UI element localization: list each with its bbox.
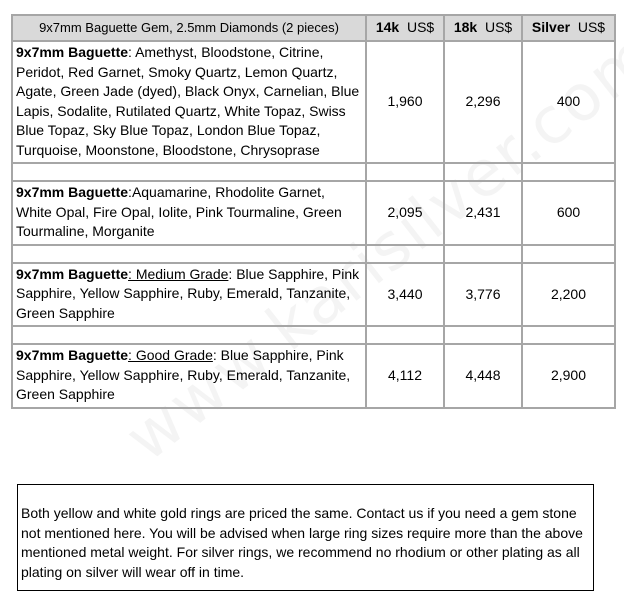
spacer-row xyxy=(12,326,615,344)
product-header: 9x7mm Baguette Gem, 2.5mm Diamonds (2 pieces) xyxy=(12,15,366,41)
gem-list: Amethyst, Bloodstone, Citrine, Peridot, Red Garnet, Smoky Quartz, Lemon Quartz, Agate, Green Jade (dyed), Black Onyx, Carnelian, Blue Lapis, Sodalite, Rutilated Quartz, White Topaz, Swiss Blue Topaz, Sky Blue Topaz, London Blue Topaz, Turquoise, Moonstone, Bloodstone, Chrysoprase xyxy=(16,44,360,158)
grade-label: : Good Grade xyxy=(128,347,213,363)
gem-list: Blue Sapphire, Pink Sapphire, Yellow Sapphire, Ruby, Emerald, Tanzanite, Green Sapphire xyxy=(16,347,351,402)
price-silver: 400 xyxy=(522,41,615,163)
price-silver: 600 xyxy=(522,181,615,245)
price-silver: 2,200 xyxy=(522,263,615,327)
separator: : xyxy=(128,44,136,60)
gem-description xyxy=(12,344,366,408)
price-14k: 4,112 xyxy=(366,344,444,408)
price-18k: 4,448 xyxy=(444,344,522,408)
price-14k: 3,440 xyxy=(366,263,444,327)
price-14k: 2,095 xyxy=(366,181,444,245)
pricing-notes: Both yellow and white gold rings are priced the same. Contact us if you need a gem stone not mentioned here. You will be advised when large ring sizes require more than the above mentioned metal weight. For silver rings, we recommend no rhodium or other plating as all plating on silver will wear off in time. xyxy=(17,484,594,591)
metal-name: 14k xyxy=(375,19,400,36)
gem-description xyxy=(12,41,366,163)
gem-description xyxy=(12,181,366,245)
metal-name: Silver xyxy=(531,19,571,36)
metal-header-14k xyxy=(366,15,444,41)
price-table xyxy=(11,14,616,409)
price-18k: 2,431 xyxy=(444,181,522,245)
price-silver: 2,900 xyxy=(522,344,615,408)
spacer-row xyxy=(12,245,615,263)
table-row xyxy=(12,344,615,408)
currency-unit: US$ xyxy=(577,19,606,36)
product-title: 9x7mm Baguette xyxy=(16,265,129,282)
grade-label: : Medium Grade xyxy=(128,265,229,282)
product-title: 9x7mm Baguette xyxy=(16,184,129,200)
price-18k: 3,776 xyxy=(444,263,522,327)
spacer-row xyxy=(12,163,615,181)
metal-header-silver xyxy=(522,15,615,41)
gem-list: Aquamarine, Rhodolite Garnet, White Opal, Fire Opal, Iolite, Pink Tourmaline, Green Tourmaline, Morganite xyxy=(16,184,342,239)
table-row xyxy=(12,263,615,327)
currency-unit: US$ xyxy=(484,19,513,36)
gem-description xyxy=(12,263,366,327)
price-14k: 1,960 xyxy=(366,41,444,163)
separator: : xyxy=(228,265,237,282)
metal-name: 18k xyxy=(453,19,478,36)
table-row xyxy=(12,181,615,245)
product-title: 9x7mm Baguette xyxy=(16,347,129,363)
product-title: 9x7mm Baguette xyxy=(16,44,129,60)
separator: : xyxy=(212,347,221,363)
currency-unit: US$ xyxy=(406,19,435,36)
gem-list: Blue Sapphire, Pink Sapphire, Yellow Sapphire, Ruby, Emerald, Tanzanite, Green Sapphire xyxy=(16,265,360,321)
header-row xyxy=(12,15,615,41)
table-row xyxy=(12,41,615,163)
price-18k: 2,296 xyxy=(444,41,522,163)
separator: : xyxy=(128,184,132,200)
metal-header-18k xyxy=(444,15,522,41)
